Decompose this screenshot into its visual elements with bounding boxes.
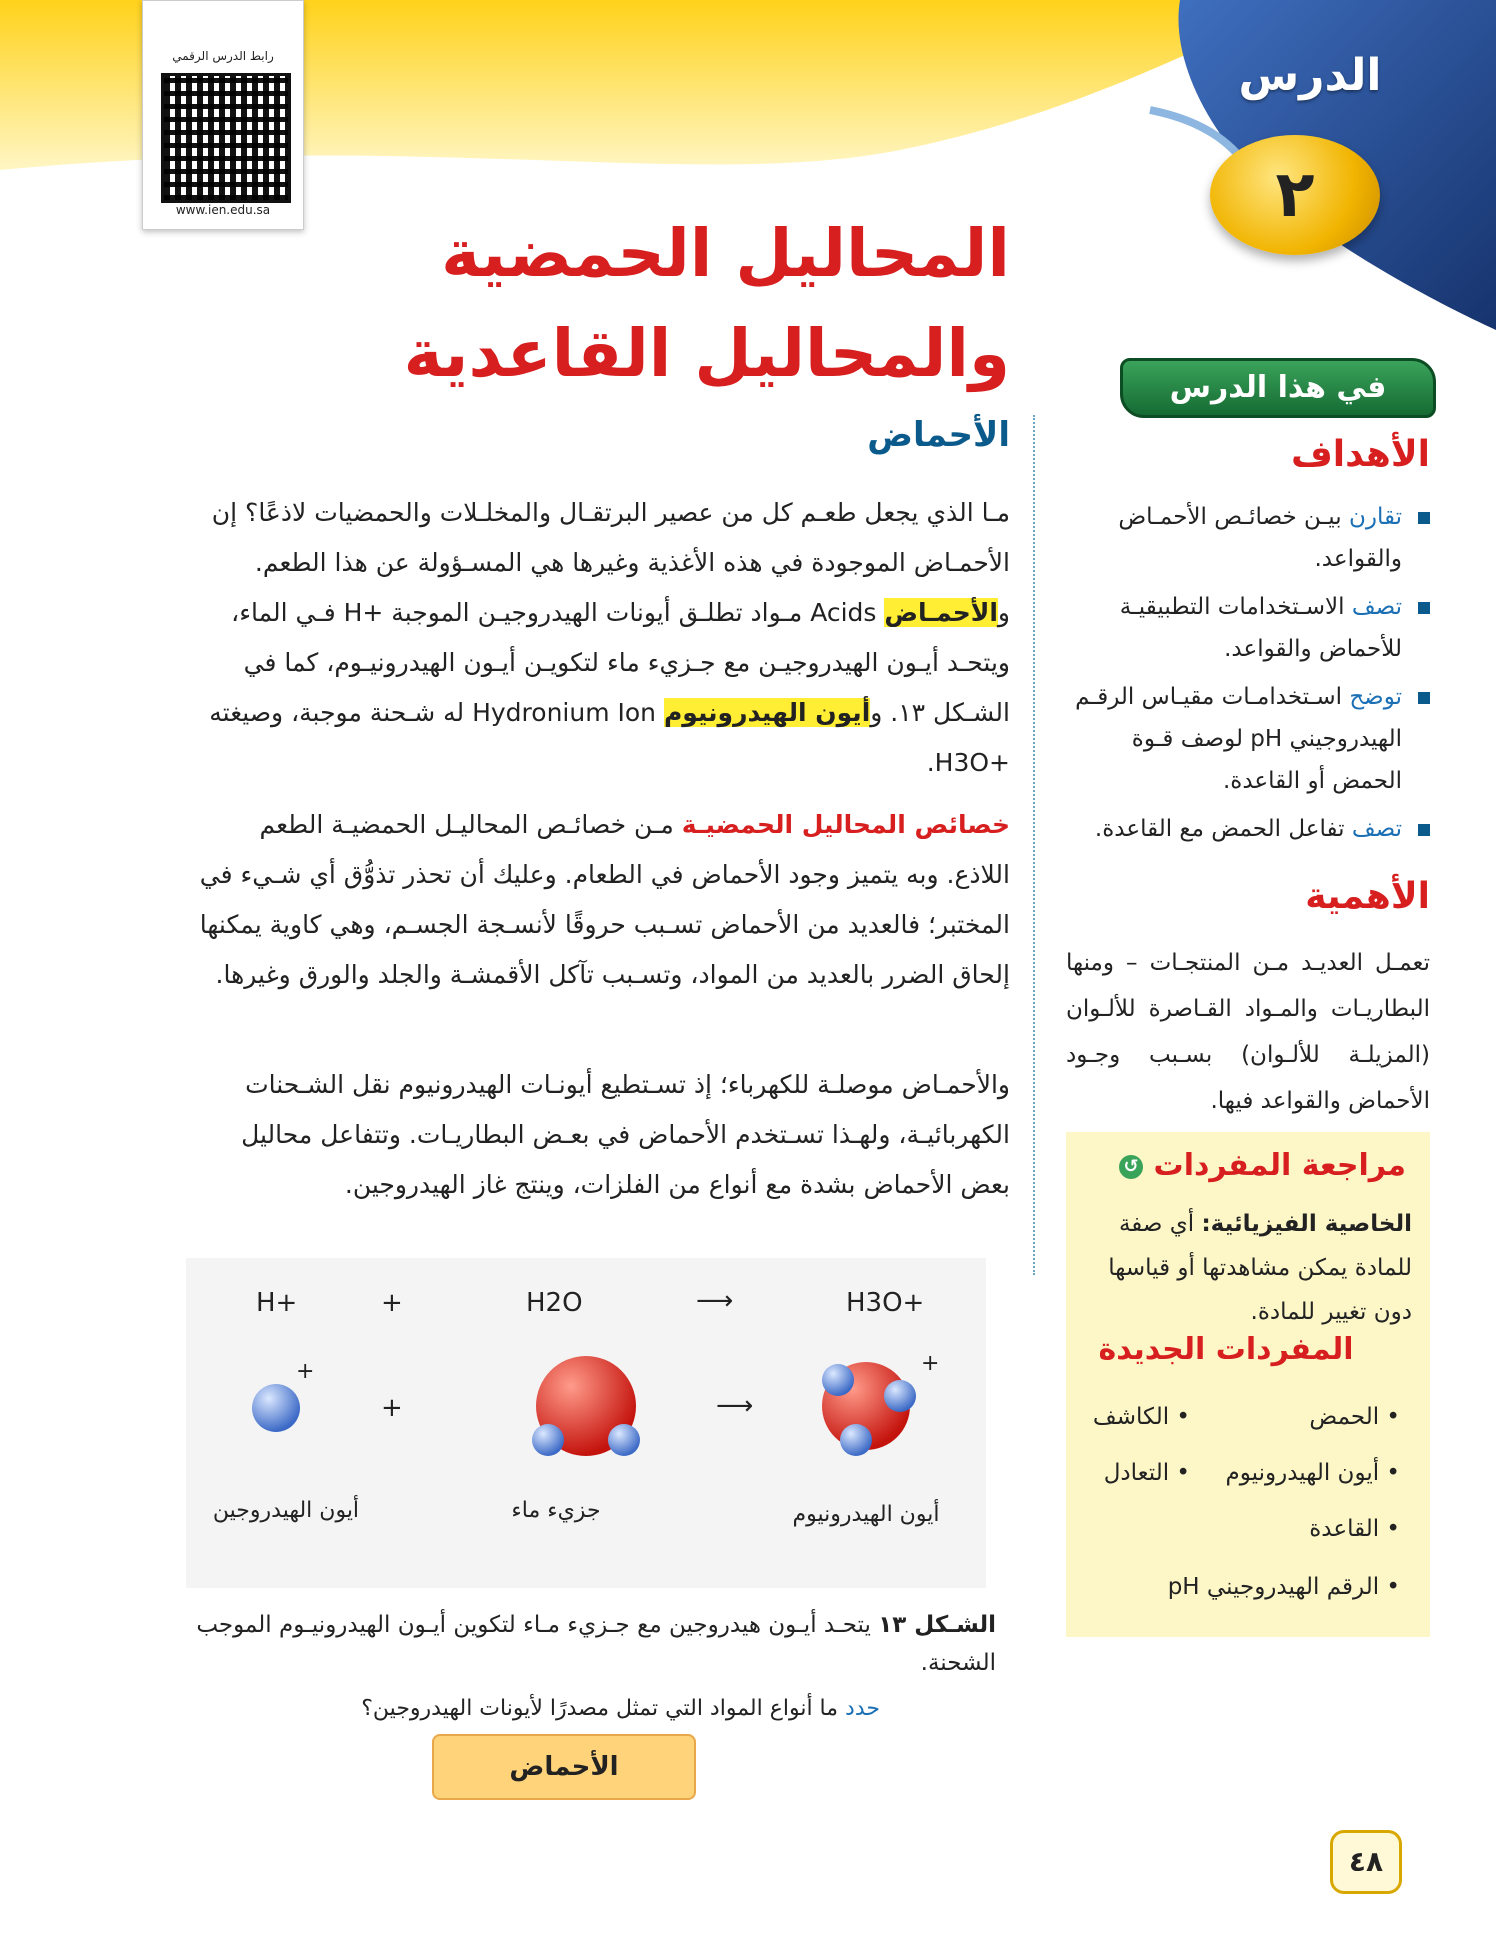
figure-13	[186, 1258, 986, 1588]
figure-caption-text: يتحـد أيـون هيدروجين مع جـزيء مـاء لتكوين أيـون الهيدرونيـوم الموجب الشحنة.	[196, 1612, 996, 1676]
hydrogen-ion-icon	[252, 1359, 314, 1432]
page-number: ٤٨	[1330, 1830, 1402, 1894]
paragraph-acids-intro	[190, 488, 1010, 788]
goal-item	[1066, 586, 1430, 670]
vocab-definition	[1080, 1202, 1412, 1334]
vocab-review-title: مراجعة المفردات	[1153, 1148, 1406, 1183]
vocab-review-heading	[1066, 1148, 1406, 1183]
new-vocab-heading: المفردات الجديدة	[1098, 1332, 1354, 1367]
eq-hydronium: H3O+	[846, 1288, 925, 1318]
in-this-lesson-badge: في هذا الدرس	[1120, 358, 1436, 418]
p1-text-3: Hydronium Ion له شـحنة موجبة، وصيغته +H3O.	[209, 698, 1010, 777]
importance-heading: الأهمية	[1305, 876, 1430, 917]
goal-item	[1066, 496, 1430, 580]
section-heading-acids: الأحماض	[867, 415, 1010, 455]
water-molecule-icon	[532, 1356, 640, 1456]
vocab-word: • الرقم الهيدروجيني pH	[1167, 1574, 1400, 1600]
figure-question	[200, 1696, 880, 1721]
eq-hydrogen-ion: H+	[256, 1288, 298, 1318]
paragraph-acid-properties	[190, 800, 1010, 1000]
goal-text: تفاعل الحمض مع القاعدة.	[1094, 816, 1352, 842]
goal-verb: تقارن	[1348, 504, 1402, 530]
figure-caption-label: الشـكل ١٣	[878, 1612, 996, 1638]
eq-arrow: ⟶	[696, 1286, 734, 1316]
page-title-line1: المحاليل الحمضية	[441, 215, 1010, 292]
goals-list	[1066, 496, 1430, 856]
page-title-line2: والمحاليل القاعدية	[403, 315, 1010, 392]
svg-text:+: +	[921, 1351, 940, 1376]
qr-caption: رابط الدرس الرقمي	[172, 49, 274, 63]
figure-caption	[176, 1606, 996, 1682]
goal-verb: تصف	[1351, 816, 1402, 842]
acid-properties-heading: خصائص المحاليل الحمضيـة	[681, 810, 1010, 839]
highlight-hydronium-term: أيون الهيدرونيوم	[663, 698, 871, 727]
vocab-word: • أيون الهيدرونيوم	[1225, 1460, 1400, 1486]
eq-water: H2O	[526, 1288, 583, 1318]
column-divider	[1033, 415, 1035, 1275]
goal-text: بيـن خصائـص الأحمـاض والقواعد.	[1118, 504, 1402, 572]
highlight-acids-term: الأحمـاض	[884, 598, 998, 627]
importance-text: تعمـل العديـد مـن المنتجـات – ومنها البطاريـات والمـواد القـاصرة للألـوان (المزيلـة للألـوان) بسـبب وجـود الأحماض والقواعد فيها.	[1066, 950, 1430, 1114]
label-hydrogen-ion: أيون الهيدروجين	[212, 1498, 360, 1523]
plus-sign: +	[381, 1393, 403, 1423]
vocab-word: • الكاشف	[1092, 1404, 1190, 1430]
vocab-word: • التعادل	[1103, 1460, 1190, 1486]
paragraph-acid-conductivity: والأحمـاض موصلـة للكهرباء؛ إذ تسـتطيع أيونـات الهيدرونيوم نقل الشـحنات الكهربائيـة، ولهـذا تسـتخدم الأحماض في بعـض البطاريـات. وتتفاعل محاليل بعض الأحماض بشدة مع أنواع من الفلزات، وينتج غاز الهيدروجين.	[241, 1070, 1010, 1199]
p1-text-1: مـا الذي يجعل طعـم كل من عصير البرتقـال والمخلـلات والحمضيات لاذعًا؟ إن الأحمـاض الموجودة في هذه الأغذية وغيرها هي المسـؤولة عن هذا الطعم. و	[211, 498, 1010, 627]
qr-card[interactable]	[142, 0, 304, 230]
molecule-diagram	[226, 1348, 946, 1468]
vocab-def-text: أي صفة للمادة يمكن مشاهدتها أو قياسها دون تغيير للمادة.	[1108, 1211, 1412, 1325]
hydronium-ion-icon	[822, 1351, 939, 1456]
qr-url[interactable]: www.ien.edu.sa	[175, 203, 271, 217]
review-icon: ↺	[1119, 1155, 1143, 1179]
vocab-word: • الحمض	[1309, 1404, 1400, 1430]
goal-text: اسـتخدامـات مقيـاس الرقـم الهيدروجيني pH لوصف قـوة الحمض أو القاعدة.	[1075, 684, 1402, 794]
goal-item	[1066, 808, 1430, 850]
goal-verb: توضح	[1349, 684, 1402, 710]
arrow: ⟶	[716, 1391, 754, 1421]
qr-code-icon[interactable]	[161, 73, 291, 203]
question-text: ما أنواع المواد التي تمثل مصدرًا لأيونات الهيدروجين؟	[361, 1696, 846, 1721]
label-water-molecule: جزيء ماء	[511, 1498, 601, 1523]
svg-text:+: +	[296, 1359, 315, 1384]
goal-text: الاسـتخدامات التطبيقيـة للأحماض والقواعد.	[1119, 594, 1402, 662]
lesson-number-badge: ٢	[1210, 135, 1380, 255]
answer-box[interactable]: الأحماض	[432, 1734, 696, 1800]
vocabulary-box	[1066, 1132, 1430, 1637]
goals-heading: الأهداف	[1290, 434, 1430, 475]
eq-plus: +	[381, 1288, 403, 1318]
vocab-word: • القاعدة	[1309, 1516, 1400, 1542]
question-verb: حدد	[845, 1696, 880, 1721]
lesson-word: الدرس	[1238, 50, 1382, 101]
p1-text-2: Acids مـواد تطلـق أيونات الهيدروجيـن الموجبة +H فـي الماء، ويتحـد أيـون الهيدروجيـن مع جـزيء ماء لتكويـن أيـون الهيدرونيـوم، كما في الشـكل ١٣. و	[231, 598, 1010, 727]
p2-text: مـن خصائـص المحاليـل الحمضيـة الطعم اللاذع. وبه يتميز وجود الأحماض في الطعام. وعليك أن تحذر تذوُّق أي شـيء في المختبر؛ فالعديد من الأحماض تسـبب حروقًا لأنسـجة الجسـم، وهي كاوية يمكنها إلحاق الضرر بالعديد من المواد، وتسـبب تآكل الأقمشـة والجلد والورق وغيرها.	[199, 810, 1010, 989]
vocab-term: الخاصية الفيزيائية:	[1201, 1211, 1412, 1237]
goal-verb: تصف	[1351, 594, 1402, 620]
goal-item	[1066, 676, 1430, 802]
label-hydronium-ion: أيون الهيدرونيوم	[792, 1502, 940, 1527]
